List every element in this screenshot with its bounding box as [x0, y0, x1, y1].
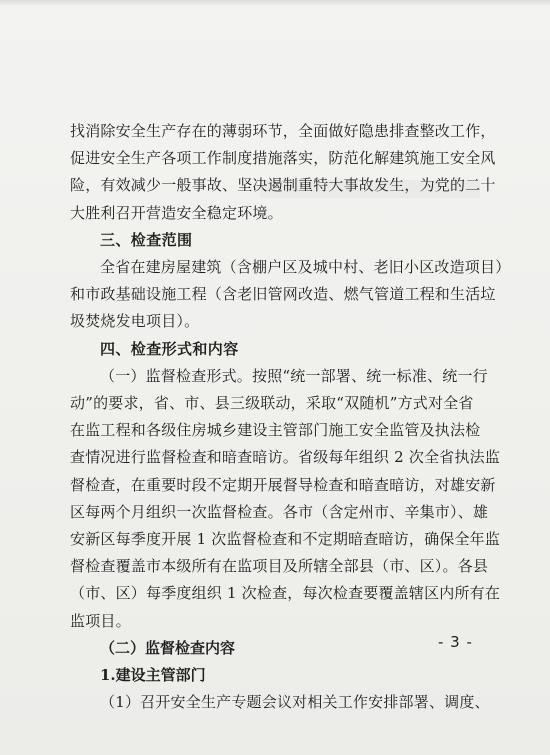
subsection-heading-content: （二）监督检查内容	[100, 638, 236, 657]
text-line: （市、区）每季度组织 1 次检查，每次检查要覆盖辖区内所有在	[70, 584, 501, 603]
text-line: 全省在建房屋建筑（含棚户区及城中村、老旧小区改造项目）	[100, 258, 511, 277]
section-heading-scope: 三、检查范围	[100, 230, 193, 249]
paragraph-inspection-format	[70, 363, 501, 635]
paragraph-item-1	[70, 689, 490, 716]
paragraph-safety-goal	[70, 118, 496, 227]
text-line: 和市政基础设施工程（含老旧管网改造、燃气管道工程和生活垃	[70, 285, 496, 304]
text-line: 圾焚烧发电项目）。	[70, 312, 200, 331]
text-line: 查情况进行监督检查和暗查暗访。省级每年组织 2 次全省执法监	[70, 448, 501, 467]
text-line: 安新区每季度开展 1 次监督检查和不定期暗查暗访，确保全年监	[70, 530, 501, 549]
text-line: 动”的要求，省、市、县三级联动，采取“双随机”方式对全省	[70, 394, 474, 413]
paragraph-scope	[70, 254, 511, 336]
text-line: （一）监督检查形式。按照“统一部署、统一标准、统一行	[100, 366, 488, 385]
text-line: 在监工程和各级住房城乡建设主管部门施工安全监管及执法检	[70, 421, 481, 440]
text-line: 督检查，在重要时段不定期开展督导检查和暗查暗访，对雄安新	[70, 475, 496, 494]
section-heading-format: 四、检查形式和内容	[100, 339, 239, 358]
document-body	[70, 118, 511, 716]
text-line: 大胜利召开营造安全稳定环境。	[70, 203, 283, 222]
page-number: - 3 -	[438, 633, 473, 651]
text-line: （1）召开安全生产专题会议对相关工作安排部署、调度、	[100, 693, 490, 712]
text-line: 找消除安全生产存在的薄弱环节，全面做好隐患排查整改工作，	[70, 122, 496, 140]
text-line: 监项目。	[70, 611, 131, 630]
text-line: 区每两个月组织一次监督检查。各市（含定州市、辛集市）、雄	[70, 502, 489, 521]
text-line: 险，有效减少一般事故、坚决遏制重特大事故发生，为党的二十	[70, 176, 496, 195]
text-line: 促进安全生产各项工作制度措施落实，防范化解建筑施工安全风	[70, 149, 496, 168]
text-line: 督检查覆盖市本级所有在监项目及所辖全部县（市、区）。各县	[70, 557, 489, 576]
item-heading-authorities: 1.建设主管部门	[100, 666, 206, 685]
page-fold-shadow	[0, 0, 550, 6]
